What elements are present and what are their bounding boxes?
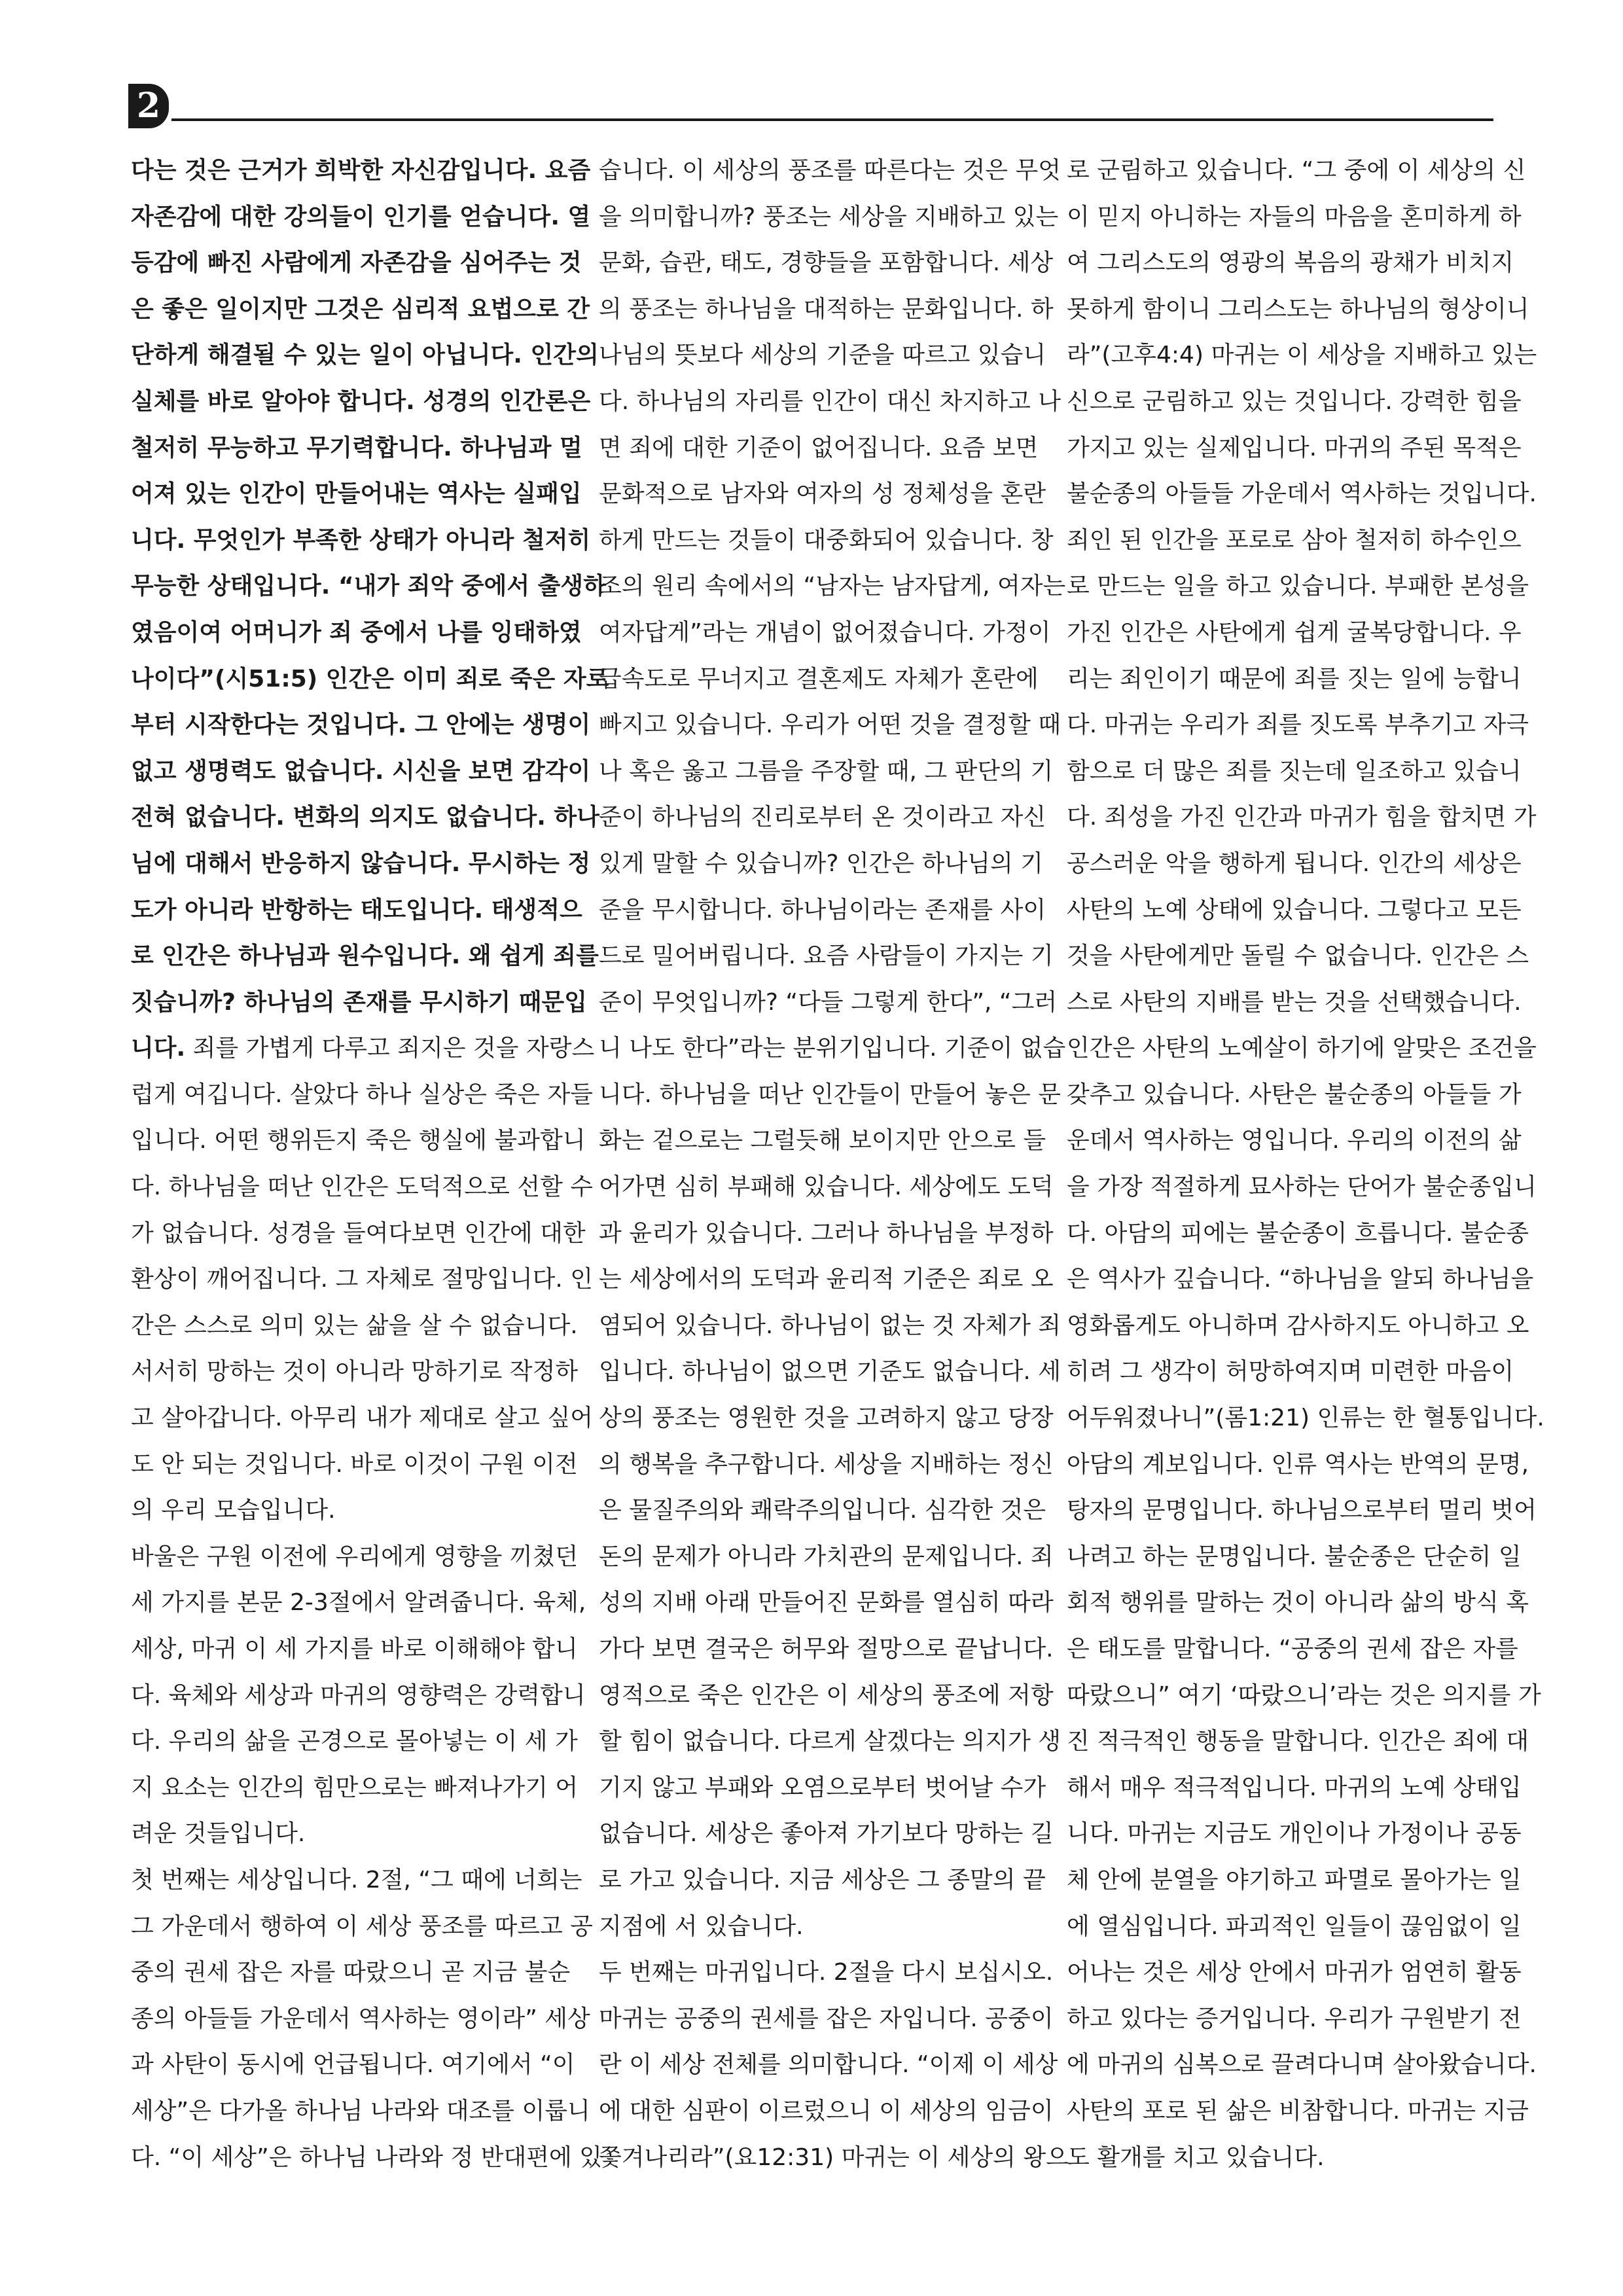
text-line: 짓습니까? 하나님의 존재를 무시하기 때문입	[131, 988, 587, 1016]
text-line: 은 태도를 말합니다. “공중의 권세 잡은 자를	[1067, 1636, 1518, 1662]
text-line: 급속도로 무너지고 결혼제도 자체가 혼란에	[599, 665, 1039, 692]
text-line: 공스러운 악을 행하게 됩니다. 인간의 세상은	[1067, 850, 1522, 877]
text-line: 없습니다. 세상은 좋아져 가기보다 망하는 길	[599, 1820, 1054, 1848]
text-line: 그 가운데서 행하여 이 세상 풍조를 따르고 공	[131, 1912, 594, 1940]
text-line: 회적 행위를 말하는 것이 아니라 삶의 방식 혹	[1067, 1589, 1529, 1617]
text-line: 입니다. 하나님이 없으면 기준도 없습니다. 세	[599, 1358, 1061, 1386]
text-line: 로 군림하고 있습니다. “그 중에 이 세상의 신	[1067, 157, 1526, 184]
text-line: 을 가장 적절하게 묘사하는 단어가 불순종입니	[1067, 1174, 1537, 1201]
text-line: 등감에 빠진 사람에게 자존감을 심어주는 것	[131, 249, 582, 277]
text-line: 는 세상에서의 도덕과 윤리적 기준은 죄로 오	[599, 1266, 1054, 1293]
text-line: 준이 하나님의 진리로부터 온 것이라고 자신	[599, 804, 1046, 831]
text-line: 였음이여 어머니가 죄 중에서 나를 잉태하였	[131, 619, 582, 646]
text-line: 가진 인간은 사탄에게 쉽게 굴복당합니다. 우	[1067, 619, 1522, 646]
text-line: 운데서 역사하는 영입니다. 우리의 이전의 삶	[1067, 1127, 1522, 1155]
text-line: 에 마귀의 심복으로 끌려다니며 살아왔습니다.	[1067, 2051, 1537, 2079]
text-line: 화는 겉으로는 그럴듯해 보이지만 안으로 들	[599, 1127, 1046, 1155]
text-line: 나님의 뜻보다 세상의 기준을 따르고 있습니	[599, 342, 1046, 369]
text-line: 가다 보면 결국은 허무와 절망으로 끝납니다.	[599, 1636, 1054, 1662]
text-line: 니다. 마귀는 지금도 개인이나 가정이나 공동	[1067, 1820, 1522, 1848]
text-line: 자존감에 대한 강의들이 인기를 얻습니다. 열	[131, 203, 591, 230]
text-line: 나이다”(시51:5) 인간은 이미 죄로 죽은 자로	[131, 665, 609, 692]
text-line: 가지고 있는 실제입니다. 마귀의 주된 목적은	[1067, 434, 1522, 461]
text-line: 기지 않고 부패와 오염으로부터 벗어날 수가	[599, 1774, 1046, 1801]
text-line: 조의 원리 속에서의 “남자는 남자답게, 여자는	[599, 573, 1066, 600]
text-line: 도 안 되는 것입니다. 바로 이것이 구원 이전	[131, 1450, 578, 1478]
text-line: 의 풍조는 하나님을 대적하는 문화입니다. 하	[599, 295, 1054, 323]
text-line: 빠지고 있습니다. 우리가 어떤 것을 결정할 때	[599, 711, 1061, 739]
text-line: 로 인간은 하나님과 원수입니다. 왜 쉽게 죄를	[131, 942, 599, 970]
text-line: 가 없습니다. 성경을 들여다보면 인간에 대한	[131, 1219, 586, 1247]
text-line: 다. 하나님을 떠난 인간은 도덕적으로 선할 수	[131, 1174, 594, 1201]
text-line: 신으로 군림하고 있는 것입니다. 강력한 힘을	[1067, 387, 1522, 415]
text-line: 사탄의 포로 된 삶은 비참합니다. 마귀는 지금	[1067, 2097, 1529, 2125]
text-line: 지 요소는 인간의 힘만으로는 빠져나가기 어	[131, 1774, 579, 1801]
text-line: 환상이 깨어집니다. 그 자체로 절망입니다. 인	[131, 1266, 594, 1293]
text-line: 면 죄에 대한 기준이 없어집니다. 요즘 보면	[599, 434, 1039, 461]
text-line: 영적으로 죽은 인간은 이 세상의 풍조에 저항	[599, 1681, 1054, 1709]
text-column-2	[599, 148, 1069, 2216]
text-line: 세상, 마귀 이 세 가지를 바로 이해해야 합니	[131, 1636, 578, 1662]
text-line: 체 안에 분열을 야기하고 파멸로 몰아가는 일	[1067, 1866, 1522, 1893]
text-line: 다. 육체와 세상과 마귀의 영향력은 강력합니	[131, 1681, 586, 1709]
text-line: 다. 하나님의 자리를 인간이 대신 차지하고 나	[599, 387, 1061, 415]
text-line: 다. “이 세상”은 하나님 나라와 정 반대편에 있	[131, 2144, 603, 2171]
header-rule	[171, 118, 1493, 121]
text-line: 준을 무시합니다. 하나님이라는 존재를 사이	[599, 896, 1046, 924]
text-line: 은 역사가 깊습니다. “하나님을 알되 하나님을	[1067, 1266, 1534, 1293]
text-line: 어두워졌나니”(롬1:21) 인류는 한 혈통입니다.	[1067, 1405, 1544, 1432]
text-line: 에 대한 심판이 이르렀으니 이 세상의 임금이	[599, 2097, 1054, 2125]
text-line: 어가면 심히 부패해 있습니다. 세상에도 도덕	[599, 1174, 1054, 1201]
text-line: 진 적극적인 행동을 말합니다. 인간은 죄에 대	[1067, 1728, 1529, 1755]
text-line: 습니다. 이 세상의 풍조를 따른다는 것은 무엇	[599, 157, 1061, 184]
text-line: 영화롭게도 아니하며 감사하지도 아니하고 오	[1067, 1312, 1529, 1339]
text-line: 과 윤리가 있습니다. 그러나 하나님을 부정하	[599, 1219, 1054, 1247]
text-line: 라”(고후4:4) 마귀는 이 세상을 지배하고 있는	[1067, 342, 1537, 369]
text-line: 리는 죄인이기 때문에 죄를 짓는 일에 능합니	[1067, 665, 1522, 692]
text-line: 은 물질주의와 쾌락주의입니다. 심각한 것은	[599, 1497, 1046, 1524]
text-line: 바울은 구원 이전에 우리에게 영향을 끼쳤던	[131, 1543, 579, 1570]
text-line: 어져 있는 인간이 만들어내는 역사는 실패입	[131, 480, 582, 508]
text-line: 문화, 습관, 태도, 경향들을 포함합니다. 세상	[599, 249, 1054, 277]
text-line: 세 가지를 본문 2-3절에서 알려줍니다. 육체,	[131, 1589, 586, 1617]
text-line: 마귀는 공중의 권세를 잡은 자입니다. 공중이	[599, 2005, 1054, 2032]
text-line: 염되어 있습니다. 하나님이 없는 것 자체가 죄	[599, 1312, 1061, 1339]
text-line: 서서히 망하는 것이 아니라 망하기로 작정하	[131, 1358, 579, 1386]
text-line: 철저히 무능하고 무기력합니다. 하나님과 멀	[131, 434, 582, 461]
text-column-1	[131, 148, 609, 2216]
text-line: 준이 무엇입니까? “다들 그렇게 한다”, “그러	[599, 988, 1058, 1016]
text-line: 불순종의 아들들 가운데서 역사하는 것입니다.	[1067, 480, 1537, 508]
text-line: 두 번째는 마귀입니다. 2절을 다시 보십시오.	[599, 1959, 1054, 1986]
text-line: 하게 만드는 것들이 대중화되어 있습니다. 창	[599, 526, 1054, 554]
text-line: 부터 시작한다는 것입니다. 그 안에는 생명이	[131, 711, 591, 739]
text-line: 아담의 계보입니다. 인류 역사는 반역의 문명,	[1067, 1450, 1529, 1478]
text-line: 히려 그 생각이 허망하여지며 미련한 마음이	[1067, 1358, 1514, 1386]
text-column-3	[1067, 148, 1544, 2216]
text-line: 해서 매우 적극적입니다. 마귀의 노예 상태입	[1067, 1774, 1522, 1801]
text-line: 할 힘이 없습니다. 다르게 살겠다는 의지가 생	[599, 1728, 1061, 1755]
text-line: 종의 아들들 가운데서 역사하는 영이라” 세상	[131, 2005, 590, 2032]
text-line: 스로 사탄의 지배를 받는 것을 선택했습니다.	[1067, 988, 1522, 1016]
text-line: 을 의미합니까? 풍조는 세상을 지배하고 있는	[599, 203, 1059, 230]
text-line: 도 활개를 치고 있습니다.	[1067, 2144, 1325, 2171]
text-line: 다. 마귀는 우리가 죄를 짓도록 부추기고 자극	[1067, 711, 1529, 739]
text-line: 나려고 하는 문명입니다. 불순종은 단순히 일	[1067, 1543, 1522, 1570]
text-line: 의 행복을 추구합니다. 세상을 지배하는 정신	[599, 1450, 1054, 1478]
text-line: 있게 말할 수 있습니까? 인간은 하나님의 기	[599, 850, 1043, 877]
text-line: 다. 죄성을 가진 인간과 마귀가 힘을 합치면 가	[1067, 804, 1537, 831]
text-line: 니다. 하나님을 떠난 인간들이 만들어 놓은 문	[599, 1081, 1061, 1108]
text-line: 성의 지배 아래 만들어진 문화를 열심히 따라	[599, 1589, 1054, 1617]
text-line: 다. 아담의 피에는 불순종이 흐릅니다. 불순종	[1067, 1219, 1529, 1247]
text-line: 의 우리 모습입니다.	[131, 1497, 336, 1524]
text-line: 럽게 여깁니다. 살았다 하나 실상은 죽은 자들	[131, 1081, 594, 1108]
text-line: 에 열심입니다. 파괴적인 일들이 끊임없이 일	[1067, 1912, 1522, 1940]
text-line: 고 살아갑니다. 아무리 내가 제대로 살고 싶어	[131, 1405, 594, 1432]
text-line: 다는 것은 근거가 희박한 자신감입니다. 요즘	[131, 157, 591, 184]
text-line: 란 이 세상 전체를 의미합니다. “이제 이 세상	[599, 2051, 1058, 2079]
text-line: 입니다. 어떤 행위든지 죽은 행실에 불과합니	[131, 1127, 586, 1155]
text-line: 실체를 바로 알아야 합니다. 성경의 인간론은	[131, 387, 591, 415]
text-line: 다. 우리의 삶을 곤경으로 몰아넣는 이 세 가	[131, 1728, 578, 1755]
text-line: 드로 밀어버립니다. 요즘 사람들이 가지는 기	[599, 942, 1054, 970]
text-line: 첫 번째는 세상입니다. 2절, “그 때에 너희는	[131, 1866, 582, 1893]
text-line: 무능한 상태입니다. “내가 죄악 중에서 출생하	[131, 573, 606, 600]
text-line: 죄인 된 인간을 포로로 삼아 철저히 하수인으	[1067, 526, 1522, 554]
text-line: 따랐으니” 여기 ‘따랐으니’라는 것은 의지를 가	[1067, 1681, 1541, 1709]
text-line: 상의 풍조는 영원한 것을 고려하지 않고 당장	[599, 1405, 1054, 1432]
text-line: 탕자의 문명입니다. 하나님으로부터 멀리 벗어	[1067, 1497, 1537, 1524]
text-line: 간은 스스로 의미 있는 삶을 살 수 없습니다.	[131, 1312, 578, 1339]
text-line: 쫓겨나리라”(요12:31) 마귀는 이 세상의 왕으	[599, 2144, 1069, 2171]
text-line: 니 나도 한다”라는 분위기입니다. 기준이 없습	[599, 1035, 1066, 1062]
text-line: 니다. 무엇인가 부족한 상태가 아니라 철저히	[131, 526, 591, 554]
text-line: 나 혹은 옳고 그름을 주장할 때, 그 판단의 기	[599, 757, 1054, 785]
text-line: 함으로 더 많은 죄를 짓는데 일조하고 있습니	[1067, 757, 1522, 785]
text-line: 여 그리스도의 영광의 복음의 광채가 비치지	[1067, 249, 1514, 277]
text-line: 로 가고 있습니다. 지금 세상은 그 종말의 끝	[599, 1866, 1046, 1893]
text-line: 단하게 해결될 수 있는 일이 아닙니다. 인간의	[131, 342, 599, 369]
text-line: 은 좋은 일이지만 그것은 심리적 요법으로 간	[131, 295, 590, 323]
text-line: 없고 생명력도 없습니다. 시신을 보면 감각이	[131, 757, 591, 785]
text-line: 사탄의 노예 상태에 있습니다. 그렇다고 모든	[1067, 896, 1522, 924]
text-line: 인간은 사탄의 노예살이 하기에 알맞은 조건을	[1067, 1035, 1537, 1062]
text-line: 것을 사탄에게만 돌릴 수 없습니다. 인간은 스	[1067, 942, 1529, 970]
text-line: 돈의 문제가 아니라 가치관의 문제입니다. 죄	[599, 1543, 1054, 1570]
text-line: 하고 있다는 증거입니다. 우리가 구원받기 전	[1067, 2005, 1522, 2032]
text-line: 이 믿지 아니하는 자들의 마음을 혼미하게 하	[1067, 203, 1522, 230]
text-line: 니다. 죄를 가볍게 다루고 죄지은 것을 자랑스	[131, 1035, 595, 1062]
text-line: 못하게 함이니 그리스도는 하나님의 형상이니	[1067, 295, 1529, 323]
text-line: 중의 권세 잡은 자를 따랐으니 곧 지금 불순	[131, 1959, 571, 1986]
text-line: 지점에 서 있습니다.	[599, 1912, 804, 1940]
text-line: 어나는 것은 세상 안에서 마귀가 엄연히 활동	[1067, 1959, 1522, 1986]
text-line: 세상”은 다가올 하나님 나라와 대조를 이룹니	[131, 2097, 590, 2125]
text-line: 도가 아니라 반항하는 태도입니다. 태생적으	[131, 896, 582, 924]
text-line: 님에 대해서 반응하지 않습니다. 무시하는 정	[131, 850, 591, 877]
text-line: 려운 것들입니다.	[131, 1820, 306, 1848]
text-line: 문화적으로 남자와 여자의 성 정체성을 혼란	[599, 480, 1046, 508]
text-line: 과 사탄이 동시에 언급됩니다. 여기에서 “이	[131, 2051, 575, 2079]
text-line: 갖추고 있습니다. 사탄은 불순종의 아들들 가	[1067, 1081, 1522, 1108]
text-line: 로 만드는 일을 하고 있습니다. 부패한 본성을	[1067, 573, 1529, 600]
text-line: 여자답게”라는 개념이 없어졌습니다. 가정이	[599, 619, 1051, 646]
page-number: 2	[128, 84, 169, 128]
text-line: 전혀 없습니다. 변화의 의지도 없습니다. 하나	[131, 804, 599, 831]
